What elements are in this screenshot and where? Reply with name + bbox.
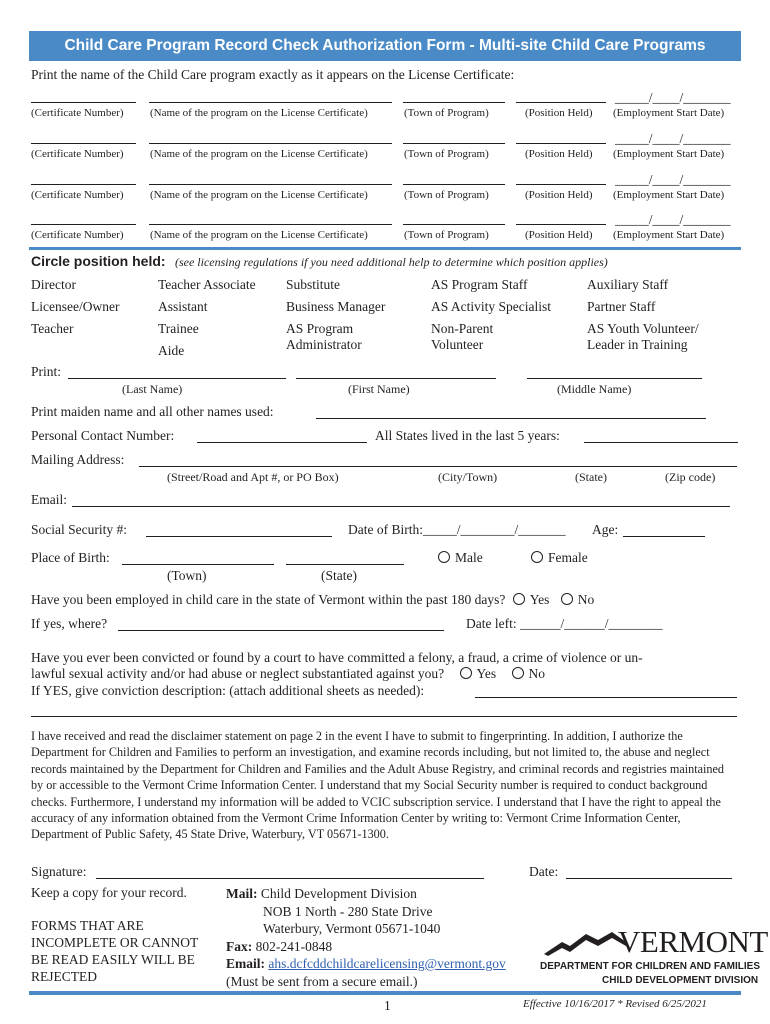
employment-start-date-field[interactable]: _____/____/_______ (615, 212, 731, 227)
signature-label: Signature: (31, 864, 87, 879)
employed-no-radio-icon[interactable] (561, 593, 573, 605)
program-row-caption-cert: (Certificate Number) (31, 189, 124, 201)
maiden-name-field[interactable] (316, 418, 706, 419)
employed-yes-option[interactable] (513, 592, 550, 607)
states-lived-field[interactable] (584, 442, 738, 443)
convicted-yes-option[interactable] (460, 666, 497, 681)
program-row-caption-town: (Town of Program) (404, 229, 489, 241)
middle-name-caption: (Middle Name) (557, 382, 632, 396)
footer-divider (29, 991, 741, 995)
program-row-caption-cert: (Certificate Number) (31, 148, 124, 160)
mail-line-1: Child Development Division (260, 886, 417, 901)
section-divider (29, 247, 741, 250)
position-aide[interactable]: Aide (158, 343, 185, 358)
position-teacher[interactable]: Teacher (31, 321, 74, 336)
send-email-label: Email: (226, 956, 265, 971)
male-option[interactable] (438, 550, 483, 566)
program-row-caption-position: (Position Held) (525, 107, 593, 119)
program-name-field[interactable] (149, 184, 392, 185)
effective-date: Effective 10/16/2017 * Revised 6/25/2021 (523, 998, 707, 1010)
mailing-address-field[interactable] (139, 466, 737, 467)
city-caption: (City/Town) (438, 470, 498, 484)
program-town-field[interactable] (403, 224, 505, 225)
first-name-field[interactable] (296, 378, 496, 379)
position-trainee[interactable]: Trainee (158, 321, 199, 336)
position-business-manager[interactable]: Business Manager (286, 299, 386, 314)
dob-field[interactable]: Date of Birth:_____/________/_______ (348, 522, 566, 537)
vermont-logo (540, 924, 768, 986)
no-label: No (577, 592, 595, 607)
send-email-link[interactable]: ahs.dcfcddchildcarelicensing@vermont.gov (268, 956, 506, 971)
male-radio-icon[interactable] (438, 551, 450, 563)
state-caption: (State) (575, 470, 607, 484)
employment-start-date-field[interactable]: _____/____/_______ (615, 90, 731, 105)
form-title: Child Care Program Record Check Authorization Form - Multi-site Child Care Programs (29, 31, 741, 61)
first-name-caption: (First Name) (348, 382, 410, 396)
mountain-icon (544, 928, 626, 958)
convicted-question-line1: Have you ever been convicted or found by a court to have committed a felony, a fraud, a crime of violence or un- (31, 650, 643, 665)
secure-note: (Must be sent from a secure email.) (226, 973, 418, 989)
program-row-caption-name: (Name of the program on the License Certificate) (150, 107, 368, 119)
conviction-desc-field[interactable] (475, 697, 737, 698)
position-substitute[interactable]: Substitute (286, 277, 341, 292)
program-row-caption-start: (Employment Start Date) (613, 229, 725, 241)
program-row-caption-town: (Town of Program) (404, 107, 489, 119)
non-parent-line1: Non-Parent (431, 321, 494, 336)
program-row-caption-position: (Position Held) (525, 148, 593, 160)
program-row-caption-start: (Employment Start Date) (613, 148, 725, 160)
convicted-no-radio-icon[interactable] (512, 667, 524, 679)
position-col-5[interactable] (587, 274, 699, 353)
employed-yes-radio-icon[interactable] (513, 593, 525, 605)
circle-heading-text: Circle position held: (31, 253, 166, 269)
program-row-caption-town: (Town of Program) (404, 148, 489, 160)
position-as-activity-specialist[interactable]: AS Activity Specialist (431, 299, 551, 314)
certificate-number-field[interactable] (31, 143, 136, 144)
position-held-field[interactable] (516, 224, 606, 225)
circle-position-heading (31, 253, 608, 270)
date-field[interactable] (566, 878, 732, 879)
email-label: Email: (31, 492, 67, 507)
program-row-caption-position: (Position Held) (525, 229, 593, 241)
employed-question (31, 592, 594, 608)
position-held-field[interactable] (516, 143, 606, 144)
female-label: Female (548, 550, 588, 565)
fax-label: Fax: (226, 938, 253, 954)
position-non-parent-volunteer[interactable] (431, 321, 551, 353)
program-row-caption-start: (Employment Start Date) (613, 189, 725, 201)
convicted-yes-radio-icon[interactable] (460, 667, 472, 679)
age-field[interactable] (623, 536, 705, 537)
date-label: Date: (529, 864, 559, 879)
mail-label: Mail: (226, 886, 258, 901)
position-as-youth-volunteer[interactable] (587, 321, 699, 353)
age-label: Age: (592, 522, 619, 537)
warning-line-2: INCOMPLETE OR CANNOT (31, 935, 199, 950)
position-auxiliary-staff[interactable]: Auxiliary Staff (587, 277, 669, 292)
where-label: If yes, where? (31, 616, 108, 631)
where-field[interactable] (118, 630, 444, 631)
last-name-field[interactable] (68, 378, 286, 379)
employment-start-date-field[interactable]: _____/____/_______ (615, 131, 731, 146)
program-town-field[interactable] (403, 102, 505, 103)
position-col-4[interactable] (431, 274, 551, 353)
zip-caption: (Zip code) (665, 470, 716, 484)
program-row-caption-start: (Employment Start Date) (613, 107, 725, 119)
birth-state-field[interactable] (286, 564, 404, 565)
instruction: Print the name of the Child Care program exactly as it appears on the License Certificate: (31, 67, 515, 82)
certificate-number-field[interactable] (31, 102, 136, 103)
last-name-caption: (Last Name) (122, 382, 183, 396)
mail-line-3: Waterbury, Vermont 05671-1040 (263, 921, 441, 936)
convicted-yes-label: Yes (476, 666, 497, 681)
employment-start-date-field[interactable]: _____/____/_______ (615, 172, 731, 187)
birth-town-field[interactable] (122, 564, 274, 565)
page-number: 1 (384, 998, 391, 1013)
signature-field[interactable] (96, 878, 484, 879)
youth-volunteer-line1: AS Youth Volunteer/ (587, 321, 699, 336)
states-label: All States lived in the last 5 years: (375, 428, 560, 443)
program-row-caption-cert: (Certificate Number) (31, 107, 124, 119)
program-row-caption-name: (Name of the program on the License Certificate) (150, 229, 368, 241)
position-held-field[interactable] (516, 184, 606, 185)
position-col-1[interactable] (31, 274, 119, 340)
female-radio-icon[interactable] (531, 551, 543, 563)
certificate-number-field[interactable] (31, 184, 136, 185)
non-parent-line2: Volunteer (431, 337, 484, 352)
employed-question-text: Have you been employed in child care in the state of Vermont within the past 180 days? (31, 592, 506, 607)
position-teacher-associate[interactable]: Teacher Associate (158, 277, 256, 292)
program-row-caption-town: (Town of Program) (404, 189, 489, 201)
position-assistant[interactable]: Assistant (158, 299, 208, 314)
position-partner-staff[interactable]: Partner Staff (587, 299, 656, 314)
contact-number-field[interactable] (197, 442, 367, 443)
warning-line-3: BE READ EASILY WILL BE (31, 952, 195, 967)
contact-label: Personal Contact Number: (31, 428, 175, 443)
employed-no-option[interactable] (561, 592, 595, 607)
program-name-field[interactable] (149, 102, 392, 103)
logo-division-text: CHILD DEVELOPMENT DIVISION (602, 975, 759, 986)
conviction-desc-field-2[interactable] (31, 716, 737, 717)
program-row-caption-cert: (Certificate Number) (31, 229, 124, 241)
maiden-label: Print maiden name and all other names used: (31, 404, 274, 419)
keep-copy-note: Keep a copy for your record. (31, 885, 187, 900)
position-as-program-staff[interactable]: AS Program Staff (431, 277, 528, 292)
program-row-caption-name: (Name of the program on the License Certificate) (150, 189, 368, 201)
program-town-field[interactable] (403, 143, 505, 144)
birth-label: Place of Birth: (31, 550, 110, 565)
disclaimer-paragraph: I have received and read the disclaimer statement on page 2 in the event I have to submit to fingerprinting. In addition, I authorize the Department for Children and Families to perform an investigation, and examine records including, but not limited to, the abuse and neglect records maintained by the Department for Children and Families and the Adult Abuse Registry, and criminal records and registries maintained by or accessible to the Vermont Crime Information Center. I understand that my Social Security number is required to conduct background checks. Furthermore, I understand my information will be added to VCIC subscription service. I understand that I have the right to appeal the accuracy of any information obtained from the Vermont Crime Information Center by writing to: Vermont Crime Information Center, Department of Public Safety, 45 State Drive, Waterbury, VT 05671-1300. (31, 729, 725, 842)
mail-block (226, 885, 506, 990)
youth-volunteer-line2: Leader in Training (587, 337, 688, 352)
position-licensee-owner[interactable]: Licensee/Owner (31, 299, 120, 314)
male-label: Male (455, 550, 483, 565)
position-held-field[interactable] (516, 102, 606, 103)
circle-note: (see licensing regulations if you need additional help to determine which position applies) (174, 255, 608, 269)
rejection-warning (31, 917, 198, 985)
print-label: Print: (31, 364, 62, 379)
position-col-3[interactable] (286, 274, 385, 353)
certificate-number-field[interactable] (31, 224, 136, 225)
warning-line-1: FORMS THAT ARE (31, 918, 144, 933)
position-director[interactable]: Director (31, 277, 76, 292)
birth-state-caption: (State) (321, 568, 357, 583)
logo-vermont-text: VERMONT (618, 924, 768, 959)
mail-line-2: NOB 1 North - 280 State Drive (263, 903, 433, 919)
ssn-label: Social Security #: (31, 522, 127, 537)
position-as-program-administrator[interactable] (286, 321, 385, 353)
convicted-line2-text: lawful sexual activity and/or had abuse or neglect substantiated against you? (31, 666, 445, 681)
date-left-field[interactable]: Date left: ______/______/________ (466, 616, 663, 631)
yes-label: Yes (529, 592, 550, 607)
fax-number: 802-241-0848 (255, 938, 333, 954)
street-caption: (Street/Road and Apt #, or PO Box) (167, 470, 339, 484)
program-name-field[interactable] (149, 224, 392, 225)
as-program-line1: AS Program (286, 321, 354, 336)
convicted-no-option[interactable] (512, 666, 546, 681)
female-option[interactable] (531, 550, 588, 566)
warning-line-4: REJECTED (31, 969, 97, 984)
program-row-caption-position: (Position Held) (525, 189, 593, 201)
position-col-2[interactable] (158, 274, 256, 362)
middle-name-field[interactable] (527, 378, 702, 379)
conviction-desc-label: If YES, give conviction description: (attach additional sheets as needed): (31, 683, 425, 698)
as-program-line2: Administrator (286, 337, 362, 352)
logo-dept-text: DEPARTMENT FOR CHILDREN AND FAMILIES (540, 961, 760, 972)
program-town-field[interactable] (403, 184, 505, 185)
program-name-field[interactable] (149, 143, 392, 144)
convicted-question-line2 (31, 666, 545, 682)
ssn-field[interactable] (146, 536, 332, 537)
program-row-caption-name: (Name of the program on the License Certificate) (150, 148, 368, 160)
birth-town-caption: (Town) (167, 568, 207, 583)
convicted-no-label: No (528, 666, 546, 681)
mailing-label: Mailing Address: (31, 452, 125, 467)
email-field[interactable] (72, 506, 730, 507)
